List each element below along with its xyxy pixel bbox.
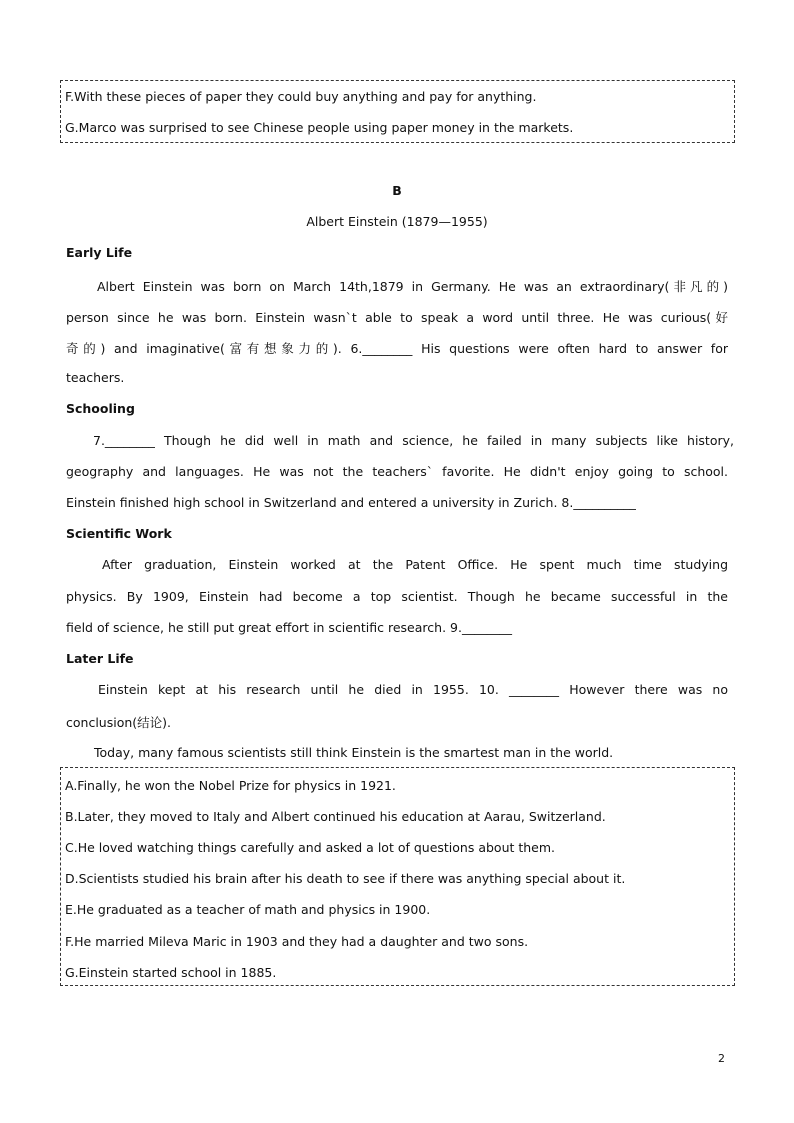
schooling-line-1: 7.________ Though he did well in math and science, he failed in many subjects like history, [93,433,734,448]
scientific-work-line-1: After graduation, Einstein worked at the Patent Office. He spent much time studying [102,557,728,572]
heading-schooling: Schooling [66,401,135,416]
option-g-top: G.Marco was surprised to see Chinese people using paper money in the markets. [65,120,574,135]
early-life-line-2: person since he was born. Einstein wasn`t able to speak a word until three. He was curious(好 [66,310,728,325]
option-c: C.He loved watching things carefully and asked a lot of questions about them. [65,840,556,855]
scientific-work-line-3: field of science, he still put great effort in scientific research. 9.________ [66,620,512,635]
page-number: 2 [718,1052,725,1065]
option-e: E.He graduated as a teacher of math and physics in 1900. [65,902,431,917]
option-d: D.Scientists studied his brain after his death to see if there was anything special about it. [65,871,626,886]
heading-later-life: Later Life [66,651,134,666]
option-f-top: F.With these pieces of paper they could buy anything and pay for anything. [65,89,537,104]
article-title: Albert Einstein (1879—1955) [306,214,488,229]
schooling-line-3: Einstein finished high school in Switzerland and entered a university in Zurich. 8.__________ [66,495,636,510]
options-box-bottom [60,767,735,986]
option-g: G.Einstein started school in 1885. [65,965,277,980]
later-life-line-1: Einstein kept at his research until he died in 1955. 10. ________ However there was no [98,682,728,697]
early-life-line-4: teachers. [66,370,125,385]
option-f: F.He married Mileva Maric in 1903 and they had a daughter and two sons. [65,934,529,949]
option-b: B.Later, they moved to Italy and Albert continued his education at Aarau, Switzerland. [65,809,606,824]
schooling-line-2: geography and languages. He was not the teachers` favorite. He didn't enjoy going to school. [66,464,728,479]
options-box-top [60,80,735,143]
option-a: A.Finally, he won the Nobel Prize for physics in 1921. [65,778,396,793]
heading-scientific-work: Scientific Work [66,526,172,541]
later-life-line-3: Today, many famous scientists still think Einstein is the smartest man in the world. [94,745,614,760]
later-life-line-2: conclusion(结论). [66,715,171,730]
early-life-line-3: 奇的) and imaginative(富有想象力的). 6.________ His questions were often hard to answer for [66,341,728,356]
early-life-line-1: Albert Einstein was born on March 14th,1879 in Germany. He was an extraordinary(非凡的) [97,279,728,294]
scientific-work-line-2: physics. By 1909, Einstein had become a top scientist. Though he became successful in the [66,589,728,604]
heading-early-life: Early Life [66,245,133,260]
section-letter: B [392,183,402,198]
